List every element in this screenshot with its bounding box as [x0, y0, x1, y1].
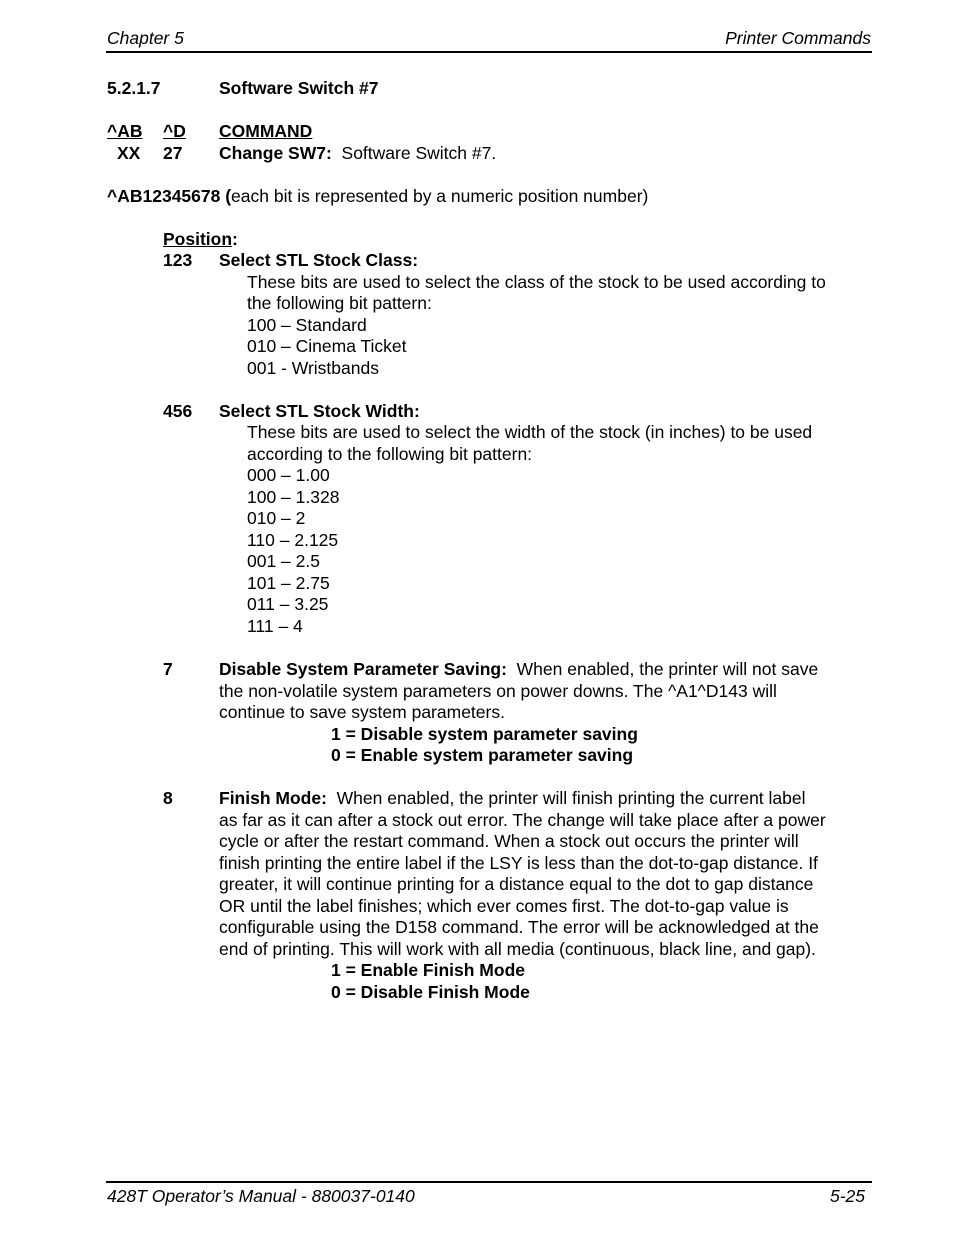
bit-7-number: 7: [163, 659, 173, 679]
bits-456-line: 100 – 1.328: [247, 487, 340, 507]
bits-456-number: 456: [163, 401, 193, 421]
col-header-d: ^D: [163, 121, 186, 141]
bit-8-line: greater, it will continue printing for a distance equal to the dot to gap distance: [219, 874, 814, 894]
col-header-command: COMMAND: [219, 121, 313, 141]
bit-7-text: When enabled, the printer will not save: [506, 659, 819, 679]
bit-8-first-line: [219, 788, 806, 809]
bit-7-option: 0 = Enable system parameter saving: [331, 745, 634, 765]
bit-8-line: as far as it can after a stock out error. The change will take place after a power: [219, 810, 826, 830]
bits-456-line: 101 – 2.75: [247, 573, 330, 593]
cell-d-value: 27: [163, 143, 183, 163]
bit-8-line: end of printing. This will work with all media (continuous, black line, and gap).: [219, 939, 816, 959]
bits-456-line: 111 – 4: [247, 616, 303, 636]
bit-8-option: 1 = Enable Finish Mode: [331, 960, 525, 980]
bit-7-first-line: [219, 659, 818, 680]
footer-manual-title: 428T Operator’s Manual - 880037-0140: [107, 1186, 415, 1206]
bit-7-line: the non-volatile system parameters on power downs. The ^A1^D143 will: [219, 681, 777, 701]
bits-456-line: 010 – 2: [247, 508, 306, 528]
bit-8-line: configurable using the D158 command. The error will be acknowledged at the: [219, 917, 819, 937]
bit-8-title: Finish Mode:: [219, 788, 327, 808]
bits-456-title: Select STL Stock Width:: [219, 401, 420, 421]
header-chapter: Chapter 5: [107, 28, 184, 48]
bits-456-line: according to the following bit pattern:: [247, 444, 533, 464]
bits-123-line: 100 – Standard: [247, 315, 367, 335]
bits-123-number: 123: [163, 250, 193, 270]
syntax-description: each bit is represented by a numeric position number): [231, 186, 649, 206]
bit-8-line: cycle or after the restart command. When a stock out occurs the printer will: [219, 831, 799, 851]
bits-456-line: 000 – 1.00: [247, 465, 330, 485]
bits-123-title: Select STL Stock Class:: [219, 250, 419, 270]
bits-456-line: 001 – 2.5: [247, 551, 320, 571]
bit-8-line: finish printing the entire label if the LSY is less than the dot-to-gap distance. If: [219, 853, 818, 873]
section-title: Software Switch #7: [219, 78, 379, 98]
command-title: Change SW7:: [219, 143, 332, 163]
bit-8-line: OR until the label finishes; which ever comes first. The dot-to-gap value is: [219, 896, 789, 916]
bits-123-line: the following bit pattern:: [247, 293, 432, 313]
bits-456-line: 011 – 3.25: [247, 594, 329, 614]
header-section-title: Printer Commands: [725, 28, 871, 48]
col-header-ab: ^AB: [107, 121, 143, 141]
bit-8-option: 0 = Disable Finish Mode: [331, 982, 530, 1002]
bit-8-number: 8: [163, 788, 173, 808]
page-number: 5-25: [829, 1186, 865, 1206]
syntax-code: ^AB12345678 (: [107, 186, 232, 206]
bit-8-text: When enabled, the printer will finish printing the current label: [326, 788, 806, 808]
cell-ab-value: XX: [117, 143, 141, 163]
command-description: Software Switch #7.: [341, 143, 497, 163]
bits-456-line: These bits are used to select the width of the stock (in inches) to be used: [247, 422, 813, 442]
position-label: Position: [163, 229, 233, 249]
bits-123-line: 010 – Cinema Ticket: [247, 336, 407, 356]
bits-123-line: 001 - Wristbands: [247, 358, 379, 378]
footer-rule: [106, 1181, 872, 1183]
cell-command: [219, 143, 496, 164]
bit-7-line: continue to save system parameters.: [219, 702, 505, 722]
header-rule: [106, 51, 872, 53]
position-colon: :: [232, 229, 238, 249]
section-number: 5.2.1.7: [107, 78, 161, 98]
bit-7-option: 1 = Disable system parameter saving: [331, 724, 638, 744]
bits-456-line: 110 – 2.125: [247, 530, 339, 550]
position-heading: [163, 229, 238, 250]
bit-7-title: Disable System Parameter Saving:: [219, 659, 507, 679]
bits-123-line: These bits are used to select the class of the stock to be used according to: [247, 272, 826, 292]
syntax-line: [107, 186, 648, 207]
